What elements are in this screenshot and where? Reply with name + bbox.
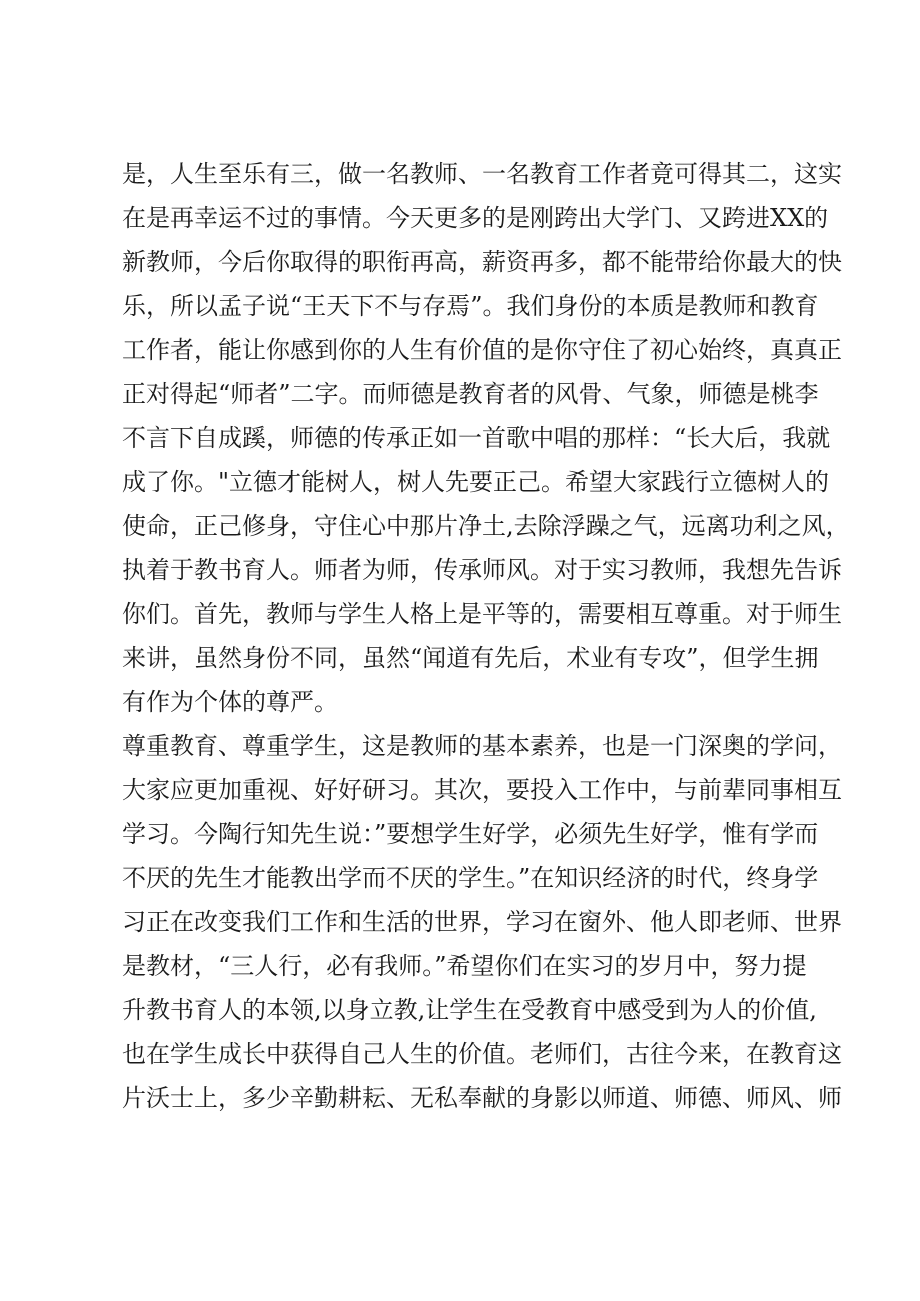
text-line: 在是再幸运不过的事情。今天更多的是刚跨出大学门、又跨进XX的 [122, 204, 829, 232]
text-line: 学习。今陶行知先生说：”要想学生好学，必须先生好学，惟有学而 [122, 820, 819, 848]
text-line: 不言下自成蹊，师德的传承正如一首歌中唱的那样：“长大后，我就 [122, 424, 831, 452]
text-line: 也在学生成长中获得自己人生的价值。老师们，古往今来，在教育这 [122, 1040, 842, 1068]
text-line: 片沃士上，多少辛勤耕耘、无私奉献的身影以师道、师德、师风、师 [122, 1084, 842, 1112]
paragraph-2 [122, 724, 842, 1120]
paragraph-1 [122, 152, 850, 724]
text-line: 工作者，能让你感到你的人生有价值的是你守住了初心始终，真真正 [122, 336, 842, 364]
text-line: 是教材，“三人行，必有我师。”希望你们在实习的岁月中，努力提 [122, 952, 807, 980]
text-line: 有作为个体的尊严。 [122, 688, 338, 716]
text-line: 成了你。"立德才能树人，树人先要正己。希望大家践行立德树人的 [122, 468, 830, 496]
text-line: 使命，正己修身，守住心中那片净土,去除浮躁之气，远离功利之风， [122, 512, 850, 540]
text-line: 执着于教书育人。师者为师，传承师风。对于实习教师，我想先告诉 [122, 556, 842, 584]
body-text [122, 152, 850, 1120]
text-line: 习正在改变我们工作和生活的世界，学习在窗外、他人即老师、世界 [122, 908, 842, 936]
text-line: 新教师，今后你取得的职衔再高，薪资再多，都不能带给你最大的快 [122, 248, 842, 276]
text-line: 正对得起“师者”二字。而师德是教育者的风骨、气象，师德是桃李 [122, 380, 819, 408]
text-line: 大家应更加重视、好好研习。其次，要投入工作中，与前辈同事相互 [122, 776, 842, 804]
text-line: 升教书育人的本领,以身立教,让学生在受教育中感受到为人的价值, [122, 996, 817, 1024]
text-line: 你们。首先，教师与学生人格上是平等的，需要相互尊重。对于师生 [122, 600, 842, 628]
text-line: 尊重教育、尊重学生，这是教师的基本素养，也是一门深奥的学问， [122, 732, 842, 760]
text-line: 不厌的先生才能教出学而不厌的学生。”在知识经济的时代，终身学 [122, 864, 819, 892]
text-line: 是，人生至乐有三，做一名教师、一名教育工作者竟可得其二，这实 [122, 160, 842, 188]
text-line: 来讲，虽然身份不同，虽然“闻道有先后，术业有专攻”，但学生拥 [122, 644, 819, 672]
text-line: 乐，所以孟子说“王天下不与存焉”。我们身份的本质是教师和教育 [122, 292, 819, 320]
